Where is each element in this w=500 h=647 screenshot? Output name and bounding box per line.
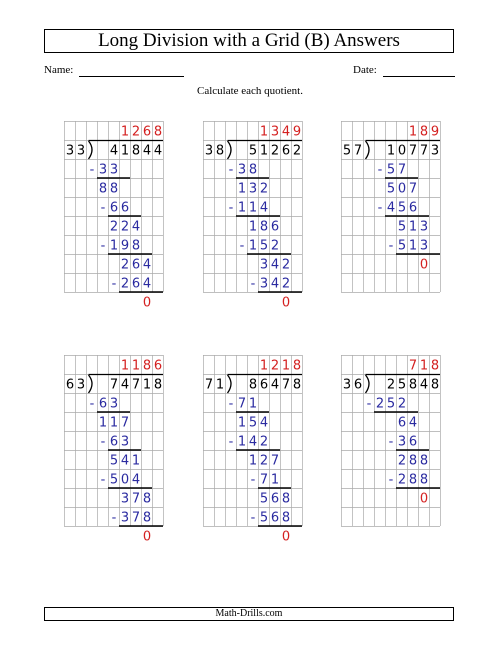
- work-digit: 2: [120, 257, 130, 273]
- work-digit: 1: [131, 453, 141, 469]
- divisor-digit: 5: [342, 143, 352, 159]
- work-digit: 6: [109, 434, 119, 450]
- work-digit: 5: [259, 491, 269, 507]
- work-digit: 8: [419, 453, 429, 469]
- work-digit: 1: [270, 472, 280, 488]
- quotient-digit: 1: [259, 358, 269, 374]
- work-digit: 7: [131, 491, 141, 507]
- work-digit: -: [377, 200, 383, 216]
- divisor-digit: 3: [76, 377, 86, 393]
- work-digit: -: [228, 200, 234, 216]
- work-digit: 7: [259, 472, 269, 488]
- work-digit: -: [250, 510, 256, 526]
- work-digit: 8: [131, 238, 141, 254]
- work-digit: 1: [248, 219, 258, 235]
- work-digit: 4: [131, 472, 141, 488]
- quotient-digit: 1: [408, 124, 418, 140]
- work-digit: 7: [120, 415, 130, 431]
- dividend-digit: 8: [408, 377, 418, 393]
- quotient-digit: 6: [153, 358, 163, 374]
- quotient-digit: 2: [270, 358, 280, 374]
- quotient-digit: 8: [292, 358, 302, 374]
- work-digit: -: [228, 396, 234, 412]
- work-digit: -: [228, 434, 234, 450]
- work-digit: 2: [120, 276, 130, 292]
- quotient-digit: 6: [142, 124, 152, 140]
- work-digit: 6: [270, 219, 280, 235]
- dividend-digit: 8: [292, 377, 302, 393]
- work-digit: 6: [131, 257, 141, 273]
- work-digit: 3: [397, 434, 407, 450]
- work-digit: 3: [120, 491, 130, 507]
- work-digit: 3: [419, 219, 429, 235]
- work-digit: 3: [259, 276, 269, 292]
- quotient-digit: 8: [430, 358, 440, 374]
- quotient-digit: 7: [408, 358, 418, 374]
- dividend-digit: 1: [142, 377, 152, 393]
- work-digit: 2: [109, 219, 119, 235]
- work-digit: -: [377, 162, 383, 178]
- work-digit: -: [111, 510, 117, 526]
- work-digit: 3: [109, 162, 119, 178]
- work-digit: -: [100, 472, 106, 488]
- dividend-digit: 1: [259, 143, 269, 159]
- problem-4: [64, 355, 165, 545]
- work-digit: 4: [259, 200, 269, 216]
- work-digit: 3: [248, 181, 258, 197]
- work-digit: -: [239, 238, 245, 254]
- work-digit: 6: [397, 415, 407, 431]
- work-digit: 5: [386, 181, 396, 197]
- quotient-digit: 1: [281, 358, 291, 374]
- quotient-digit: 8: [419, 124, 429, 140]
- divisor-digit: 7: [204, 377, 214, 393]
- instruction: Calculate each quotient.: [197, 85, 303, 97]
- work-digit: 4: [259, 415, 269, 431]
- work-digit: 4: [142, 276, 152, 292]
- work-digit: 9: [120, 238, 130, 254]
- name-line: [79, 76, 184, 77]
- work-digit: 2: [397, 453, 407, 469]
- work-digit: 3: [109, 396, 119, 412]
- work-digit: 8: [408, 453, 418, 469]
- work-digit: 2: [281, 257, 291, 273]
- quotient-digit: 8: [153, 124, 163, 140]
- work-digit: 5: [109, 453, 119, 469]
- work-digit: 5: [248, 415, 258, 431]
- work-digit: 5: [259, 238, 269, 254]
- problem-2: [203, 121, 304, 311]
- work-digit: 8: [259, 219, 269, 235]
- dividend-digit: 4: [120, 377, 130, 393]
- work-digit: 1: [237, 415, 247, 431]
- quotient-digit: 9: [292, 124, 302, 140]
- work-digit: 3: [120, 510, 130, 526]
- work-digit: 6: [120, 200, 130, 216]
- problem-5: [203, 355, 304, 545]
- work-digit: 4: [408, 415, 418, 431]
- divisor-digit: 6: [353, 377, 363, 393]
- divisor-digit: 7: [353, 143, 363, 159]
- dividend-digit: 4: [153, 143, 163, 159]
- work-digit: 5: [386, 162, 396, 178]
- work-digit: 5: [397, 219, 407, 235]
- work-digit: 2: [259, 434, 269, 450]
- quotient-digit: 1: [259, 124, 269, 140]
- work-digit: 8: [98, 181, 108, 197]
- quotient-digit: 1: [120, 358, 130, 374]
- work-digit: 0: [120, 472, 130, 488]
- work-digit: 4: [120, 453, 130, 469]
- work-digit: 1: [98, 415, 108, 431]
- work-digit: 3: [98, 162, 108, 178]
- quotient-digit: 4: [281, 124, 291, 140]
- work-digit: 4: [131, 219, 141, 235]
- dividend-digit: 1: [386, 143, 396, 159]
- dividend-digit: 2: [386, 377, 396, 393]
- work-digit: 3: [237, 162, 247, 178]
- work-digit: 2: [270, 238, 280, 254]
- dividend-digit: 4: [109, 143, 119, 159]
- work-digit: 1: [248, 453, 258, 469]
- work-digit: 8: [419, 472, 429, 488]
- work-digit: -: [100, 434, 106, 450]
- work-digit: 0: [281, 529, 291, 545]
- work-digit: 1: [237, 181, 247, 197]
- date-label: Date:: [353, 64, 377, 76]
- work-digit: 8: [248, 162, 258, 178]
- problem-3: [341, 121, 442, 292]
- divisor-digit: 3: [342, 377, 352, 393]
- work-digit: 8: [142, 491, 152, 507]
- work-digit: 8: [408, 472, 418, 488]
- divisor-digit: 1: [215, 377, 225, 393]
- work-digit: -: [89, 162, 95, 178]
- work-digit: 2: [259, 453, 269, 469]
- dividend-digit: 2: [292, 143, 302, 159]
- work-digit: 0: [419, 257, 429, 273]
- divisor-digit: 8: [215, 143, 225, 159]
- work-digit: 6: [98, 396, 108, 412]
- work-digit: 1: [248, 200, 258, 216]
- dividend-digit: 7: [281, 377, 291, 393]
- work-digit: 2: [120, 219, 130, 235]
- work-digit: 0: [397, 181, 407, 197]
- dividend-digit: 7: [109, 377, 119, 393]
- divisor-digit: 3: [65, 143, 75, 159]
- dividend-digit: 1: [120, 143, 130, 159]
- date-line: [383, 76, 455, 77]
- work-digit: -: [89, 396, 95, 412]
- work-digit: 6: [270, 491, 280, 507]
- quotient-digit: 3: [270, 124, 280, 140]
- dividend-digit: 5: [248, 143, 258, 159]
- work-digit: 2: [375, 396, 385, 412]
- dividend-digit: 6: [259, 377, 269, 393]
- dividend-digit: 4: [419, 377, 429, 393]
- work-digit: 5: [109, 472, 119, 488]
- work-digit: 7: [131, 510, 141, 526]
- work-digit: 5: [397, 238, 407, 254]
- dividend-digit: 8: [248, 377, 258, 393]
- work-digit: -: [228, 162, 234, 178]
- work-digit: -: [388, 238, 394, 254]
- work-digit: -: [366, 396, 372, 412]
- dividend-digit: 6: [281, 143, 291, 159]
- work-digit: 7: [397, 162, 407, 178]
- dividend-digit: 0: [397, 143, 407, 159]
- work-digit: 4: [386, 200, 396, 216]
- dividend-digit: 8: [131, 143, 141, 159]
- work-digit: -: [388, 472, 394, 488]
- dividend-digit: 7: [131, 377, 141, 393]
- dividend-digit: 3: [430, 143, 440, 159]
- work-digit: 6: [109, 200, 119, 216]
- work-digit: 0: [419, 491, 429, 507]
- quotient-digit: 9: [430, 124, 440, 140]
- divisor-digit: 6: [65, 377, 75, 393]
- dividend-digit: 8: [153, 377, 163, 393]
- work-digit: 3: [419, 238, 429, 254]
- work-digit: 1: [237, 434, 247, 450]
- work-digit: -: [250, 472, 256, 488]
- work-digit: 8: [109, 181, 119, 197]
- dividend-digit: 4: [270, 377, 280, 393]
- work-digit: 3: [259, 257, 269, 273]
- work-digit: -: [100, 238, 106, 254]
- work-digit: -: [250, 276, 256, 292]
- quotient-digit: 1: [120, 124, 130, 140]
- work-digit: 0: [142, 295, 152, 311]
- work-digit: 4: [142, 257, 152, 273]
- problem-1: [64, 121, 165, 311]
- dividend-digit: 7: [419, 143, 429, 159]
- quotient-digit: 8: [142, 358, 152, 374]
- work-digit: 1: [408, 238, 418, 254]
- work-digit: 4: [248, 434, 258, 450]
- work-digit: 2: [281, 276, 291, 292]
- work-digit: 3: [120, 434, 130, 450]
- footer: Math-Drills.com: [44, 607, 454, 621]
- quotient-digit: 1: [419, 358, 429, 374]
- quotient-digit: 2: [131, 124, 141, 140]
- work-digit: -: [388, 434, 394, 450]
- quotient-digit: 1: [131, 358, 141, 374]
- work-digit: 2: [397, 472, 407, 488]
- work-digit: 6: [408, 434, 418, 450]
- work-digit: 1: [248, 238, 258, 254]
- dividend-digit: 2: [270, 143, 280, 159]
- work-digit: 7: [408, 181, 418, 197]
- work-digit: 7: [237, 396, 247, 412]
- divisor-digit: 3: [204, 143, 214, 159]
- dividend-digit: 8: [430, 377, 440, 393]
- work-digit: 5: [259, 510, 269, 526]
- work-digit: 1: [248, 396, 258, 412]
- work-digit: 5: [397, 200, 407, 216]
- work-digit: 0: [142, 529, 152, 545]
- dividend-digit: 5: [397, 377, 407, 393]
- work-digit: 8: [281, 491, 291, 507]
- work-digit: 1: [109, 415, 119, 431]
- dividend-digit: 4: [142, 143, 152, 159]
- work-digit: -: [111, 276, 117, 292]
- work-digit: 4: [270, 276, 280, 292]
- page-title: Long Division with a Grid (B) Answers: [44, 29, 454, 53]
- work-digit: 1: [408, 219, 418, 235]
- work-digit: 1: [109, 238, 119, 254]
- name-label: Name:: [44, 64, 74, 76]
- work-digit: 8: [281, 510, 291, 526]
- work-digit: -: [100, 200, 106, 216]
- work-digit: 6: [270, 510, 280, 526]
- work-digit: 6: [131, 276, 141, 292]
- work-digit: 2: [397, 396, 407, 412]
- work-digit: 8: [142, 510, 152, 526]
- work-digit: 5: [386, 396, 396, 412]
- work-digit: 0: [281, 295, 291, 311]
- dividend-digit: 7: [408, 143, 418, 159]
- work-digit: 4: [270, 257, 280, 273]
- work-digit: 7: [270, 453, 280, 469]
- problem-6: [341, 355, 442, 526]
- work-digit: 2: [259, 181, 269, 197]
- work-digit: 6: [408, 200, 418, 216]
- work-digit: 1: [237, 200, 247, 216]
- divisor-digit: 3: [76, 143, 86, 159]
